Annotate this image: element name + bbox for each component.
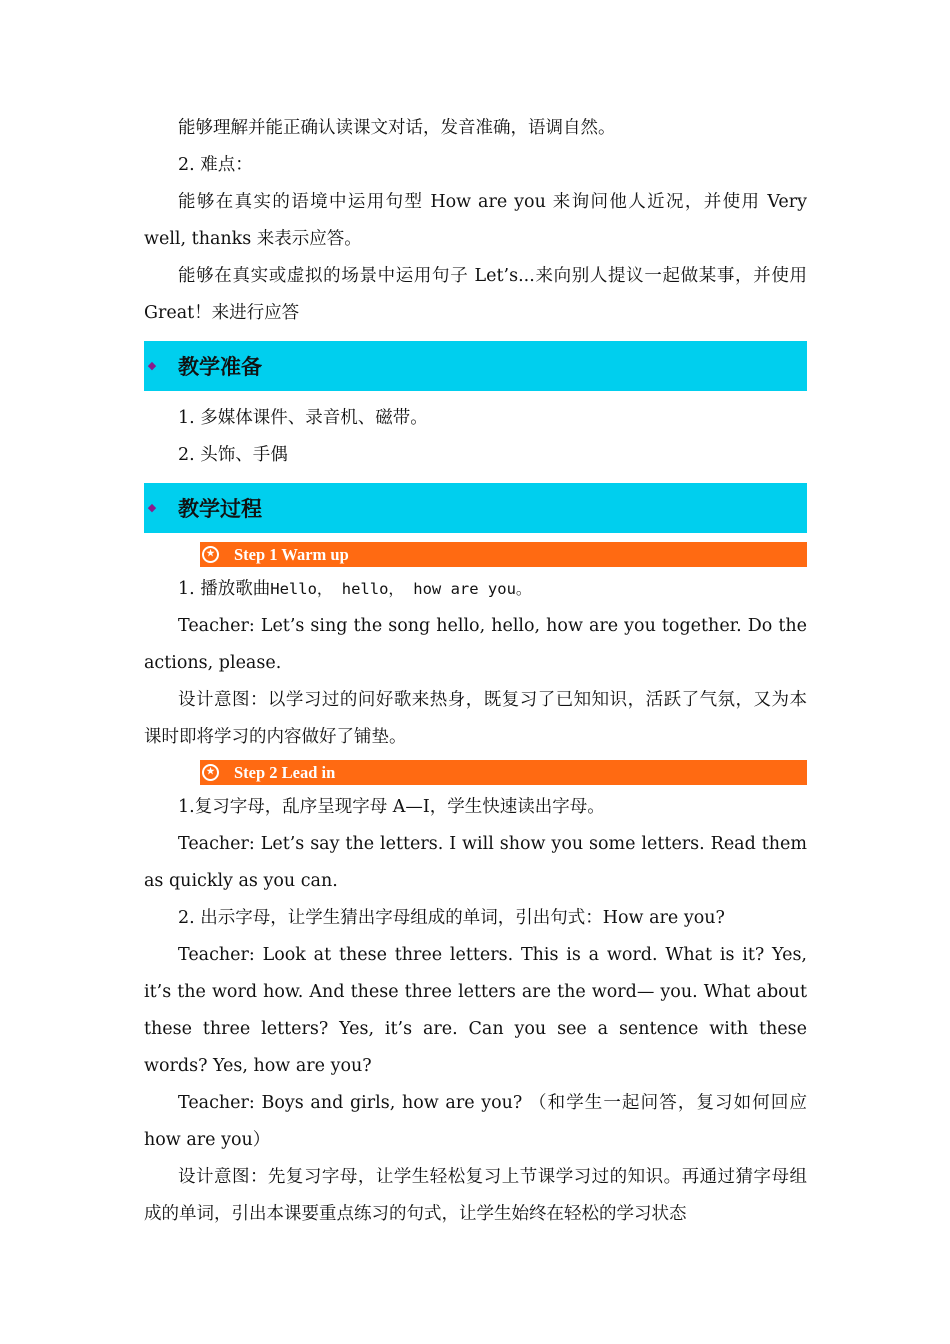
step1-item-prefix: 1. 播放歌曲 xyxy=(178,579,271,599)
step2-item-2: 2. 出示字母，让学生猜出字母组成的单词，引出句式：How are you? xyxy=(178,908,725,928)
step2-item-1: 1.复习字母，乱序呈现字母 A—I，学生快速读出字母。 xyxy=(178,797,605,817)
diamond-bullet-icon: ◆ xyxy=(147,359,157,372)
step2-design-intent: 设计意图：先复习字母，让学生轻松复习上节课学习过的知识。再通过猜字母组成的单词，引出本课要重点练习的句式，让学生始终在轻松的学习状态 xyxy=(144,1167,807,1224)
step-banner-lead-in xyxy=(200,760,807,785)
step2-teacher-line-1: Teacher: Let’s say the letters. I will show you some letters. Read them as quickly as you can. xyxy=(144,834,807,891)
section-banner-preparation xyxy=(144,341,807,391)
prep-item-1: 1. 多媒体课件、录音机、磁带。 xyxy=(178,408,428,428)
section-title: 教学准备 xyxy=(178,355,262,379)
step1-design-intent: 设计意图：以学习过的问好歌来热身，既复习了已知知识，活跃了气氛，又为本课时即将学习的内容做好了铺垫。 xyxy=(144,690,807,747)
objective-paragraph: 能够理解并能正确认读课文对话，发音准确，语调自然。 xyxy=(178,118,616,138)
step1-teacher-line: Teacher: Let’s sing the song hello, hello, how are you together. Do the actions, please. xyxy=(144,616,807,673)
document-page xyxy=(144,110,807,1233)
difficulty-paragraph-1: 能够在真实的语境中运用句型 How are you 来询问他人近况，并使用 Very well, thanks 来表示应答。 xyxy=(144,192,807,249)
star-circle-icon: ★ xyxy=(202,546,219,563)
step2-teacher-line-2: Teacher: Look at these three letters. This is a word. What is it? Yes, it’s the word how. And these three letters are the word— you. What about these three letters? Yes, it’s are. Can you see a sentence with these words? Yes, how are you? xyxy=(144,945,807,1076)
song-title: Hello， hello， how are you。 xyxy=(270,580,532,598)
step-title: Step 2 Lead in xyxy=(234,762,336,782)
diamond-bullet-icon: ◆ xyxy=(147,501,157,514)
step1-item-1 xyxy=(144,571,807,608)
star-circle-icon: ★ xyxy=(202,764,219,781)
section-title: 教学过程 xyxy=(178,497,262,521)
step-banner-warm-up xyxy=(200,542,807,567)
difficulty-heading: 2. 难点： xyxy=(178,155,253,175)
difficulty-paragraph-2: 能够在真实或虚拟的场景中运用句子 Let’s...来向别人提议一起做某事，并使用 Great！来进行应答 xyxy=(144,266,807,323)
step-title: Step 1 Warm up xyxy=(234,544,349,564)
prep-item-2: 2. 头饰、手偶 xyxy=(178,445,288,465)
section-banner-process xyxy=(144,483,807,533)
step2-teacher-line-3: Teacher: Boys and girls, how are you? （和学生一起问答，复习如何回应 how are you） xyxy=(144,1093,807,1150)
